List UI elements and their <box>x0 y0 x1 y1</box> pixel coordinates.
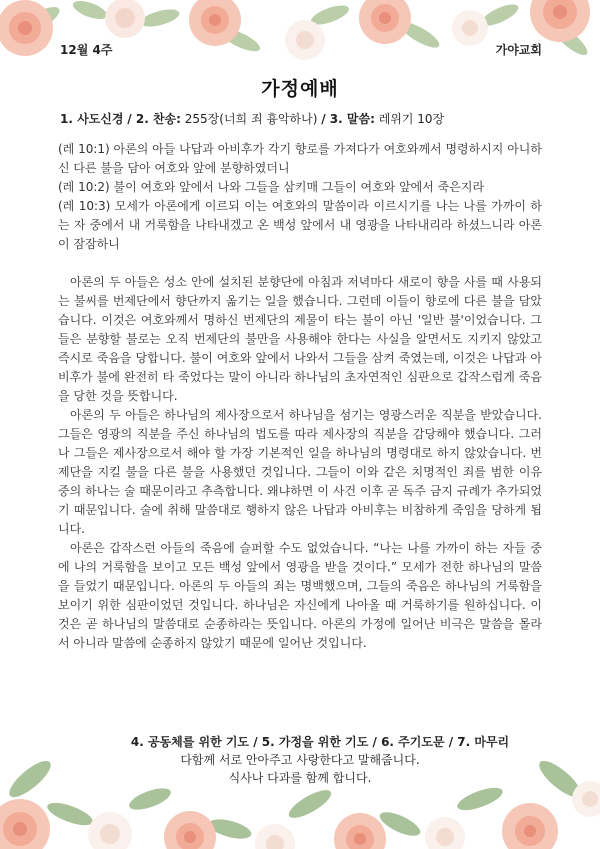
closing-order: 4. 공동체를 위한 기도 / 5. 가정을 위한 기도 / 6. 주기도문 / 7. 마무리 <box>130 735 510 749</box>
closing-section <box>0 733 600 787</box>
sermon-paragraph: 아론의 두 아들은 하나님의 제사장으로서 하나님을 섬기는 영광스러운 직분을 받았습니다. 그들은 영광의 직분을 주신 하나님의 법도를 따라 제사장의 직분을 감당해야 했습니다. 그러나 그들은 제사장으로서 해야 할 가장 기본적인 일을 하나님의 명령대로 하지 않았습니다. 번제단을 지킬 불을 다른 불을 사용했던 것입니다. 그들이 이와 같은 치명적인 죄를 범한 이유 중의 하나는 술 때문이라고 추측합니다. 왜냐하면 이 사건 이후 곧 독주 금지 규례가 추가되었기 때문입니다. 술에 취해 말씀대로 행하지 않은 나답과 아비후는 비참하게 죽임을 당하게 됩니다. <box>58 408 542 536</box>
week-label: 12월 4주 <box>60 43 113 57</box>
worship-order: 1. 사도신경 / 2. 찬송: 255장(너희 죄 흉악하나) / 3. 말씀: 레위기 10장 <box>60 112 445 126</box>
verse-3: (레 10:3) 모세가 아론에게 이르되 이는 여호와의 말씀이라 이르시기를 나는 나를 가까이 하는 자 중에서 내 거룩함을 나타내겠고 온 백성 앞에서 내 영광을 나타내리라 하셨느니라 아론이 잠잠하니 <box>58 199 542 251</box>
order-scripture-label: 3. 말씀: <box>329 112 375 126</box>
sermon-body <box>58 140 542 653</box>
verse-2: (레 10:2) 불이 여호와 앞에서 나와 그들을 삼키매 그들이 여호와 앞에서 죽은지라 <box>58 180 485 194</box>
verse-1: (레 10:1) 아론의 아들 나답과 아비후가 각기 향로를 가져다가 여호와께서 명령하시지 아니하신 다른 불을 담아 여호와 앞에 분향하였더니 <box>58 142 542 175</box>
order-hymn-label: 2. 찬송: <box>135 112 181 126</box>
sermon-paragraph: 아론의 두 아들은 성소 안에 설치된 분향단에 아침과 저녁마다 새로이 향을 사를 때 사용되는 불씨를 번제단에서 향단까지 옮기는 일을 했습니다. 그런데 이들이 향로에 다른 불을 담았습니다. 이것은 여호와께서 명하신 번제단의 제물이 타는 불이 아닌 '일반 불'이었습니다. 그들은 분향할 불로는 오직 번제단의 불만을 사용해야 한다는 사실을 알면서도 지키지 않았고 즉시로 죽음을 당합니다. 불이 여호와 앞에서 나와서 그들을 삼켜 죽였는데, 이것은 나답과 아비후가 불에 완전히 타 죽었다는 말이 아니라 하나님의 초자연적인 심판으로 갑작스럽게 죽음을 당한 것을 뜻합니다. <box>58 275 542 403</box>
closing-line-1: 다함께 서로 안아주고 사랑한다고 말해줍니다. <box>180 753 420 767</box>
order-creed: 1. 사도신경 <box>60 112 124 126</box>
page-title: 가정예배 <box>261 78 339 100</box>
order-scripture: 레위기 10장 <box>378 112 445 126</box>
order-hymn: 255장(너희 죄 흉악하나) <box>184 112 318 126</box>
closing-line-2: 식사나 다과를 함께 합니다. <box>228 771 372 785</box>
church-name: 가야교회 <box>495 43 542 57</box>
sermon-paragraph: 아론은 갑작스런 아들의 죽음에 슬퍼할 수도 없었습니다. “나는 나를 가까이 하는 자들 중에 나의 거룩함을 보이고 모든 백성 앞에서 영광을 받을 것이다.” 모세가 전한 하나님의 말씀을 들었기 때문입니다. 아론의 두 아들의 죄는 명백했으며, 그들의 죽음은 하나님의 거룩함을 보이기 위한 심판이었던 것입니다. 하나님은 자신에게 나아올 때 거룩하기를 원하십니다. 이것은 곧 하나님의 말씀대로 순종하라는 뜻입니다. 아론의 가정에 일어난 비극은 말씀을 몰라서 아니라 말씀에 순종하지 않았기 때문에 일어난 것입니다. <box>58 541 542 650</box>
